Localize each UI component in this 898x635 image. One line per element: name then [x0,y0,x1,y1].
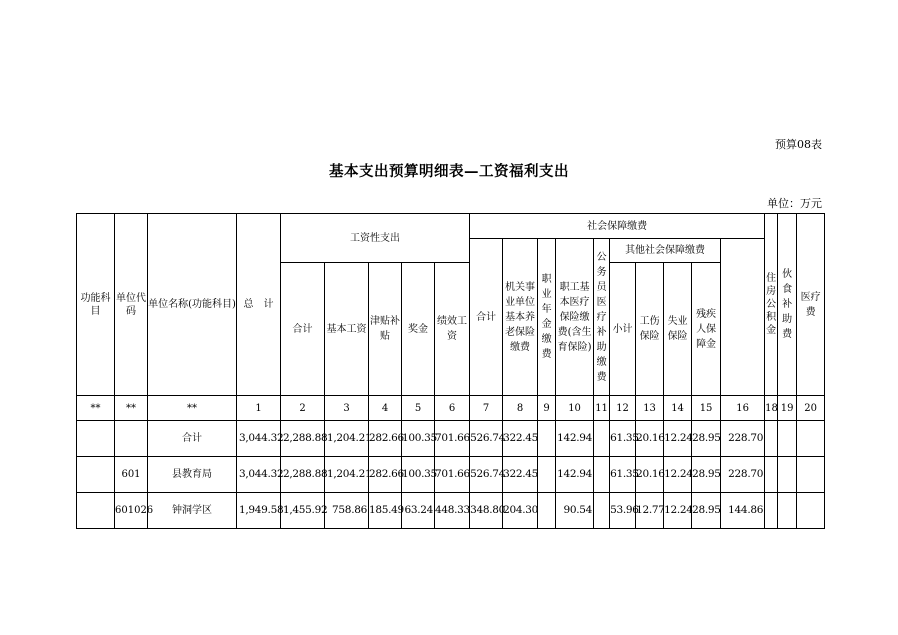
cell-func [77,457,115,493]
cell-injury: 20.16 [636,457,664,493]
cell-unemployment: 12.24 [664,457,692,493]
index-cell: 20 [797,396,825,421]
cell-name: 县教育局 [148,457,237,493]
cell-performance: 701.66 [435,457,470,493]
index-row [77,396,825,421]
cell-social-total: 348.80 [470,493,503,529]
cell-func [77,493,115,529]
col-header-bonus: 奖金 [402,263,435,396]
cell-medical: 142.94 [556,421,594,457]
col-header-annuity: 职业年金缴费 [538,239,556,396]
index-cell: 9 [538,396,556,421]
cell-performance: 448.33 [435,493,470,529]
index-cell: 8 [503,396,538,421]
col-header-injury: 工伤保险 [636,263,664,396]
col-header-unemployment: 失业保险 [664,263,692,396]
cell-pension: 204.30 [503,493,538,529]
cell-allowance: 282.66 [369,457,402,493]
cell-wage-total: 2,288.88 [281,421,325,457]
form-number: 预算08表 [775,138,822,151]
cell-total: 3,044.32 [237,421,281,457]
cell-allowance: 282.66 [369,421,402,457]
col-header-func-subject: 功能科目 [77,214,115,396]
cell-basic-wage: 758.86 [325,493,369,529]
cell-other-welfare [797,457,825,493]
index-cell: 12 [610,396,636,421]
cell-pension: 322.45 [503,421,538,457]
cell-medical: 90.54 [556,493,594,529]
index-cell: 6 [435,396,470,421]
cell-medical-fee [778,493,797,529]
cell-injury: 12.77 [636,493,664,529]
cell-social-total: 526.74 [470,421,503,457]
cell-social-total: 526.74 [470,457,503,493]
cell-civil-medical [594,421,610,457]
cell-other-subtotal: 61.35 [610,421,636,457]
table-row [77,421,825,457]
col-header-unit-name: 单位名称(功能科目) [148,214,237,396]
col-header-wage-total: 合计 [281,263,325,396]
cell-performance: 701.66 [435,421,470,457]
index-cell: 11 [594,396,610,421]
cell-medical: 142.94 [556,457,594,493]
cell-other-welfare [797,493,825,529]
page-title: 基本支出预算明细表—工资福利支出 [329,163,569,180]
cell-annuity [538,457,556,493]
cell-func [77,421,115,457]
index-cell: 1 [237,396,281,421]
col-header-performance: 绩效工资 [435,263,470,396]
cell-civil-medical [594,457,610,493]
table-row [77,457,825,493]
cell-wage-total: 2,288.88 [281,457,325,493]
cell-unemployment: 12.24 [664,421,692,457]
cell-bonus: 100.35 [402,421,435,457]
index-cell: 7 [470,396,503,421]
cell-annuity [538,421,556,457]
cell-other-subtotal: 53.96 [610,493,636,529]
index-cell: ** [148,396,237,421]
index-cell: 18 [765,396,778,421]
index-cell: 4 [369,396,402,421]
col-header-allowance: 津贴补贴 [369,263,402,396]
col-header-pension: 机关事业单位基本养老保险缴费 [503,239,538,396]
cell-code: 601 [115,457,148,493]
col-header-medical: 职工基本医疗保险缴费(含生育保险) [556,239,594,396]
index-cell: 15 [692,396,721,421]
col-header-total: 总 计 [237,214,281,396]
cell-injury: 20.16 [636,421,664,457]
cell-pension: 322.45 [503,457,538,493]
cell-unemployment: 12.24 [664,493,692,529]
index-cell: 3 [325,396,369,421]
cell-allowance: 185.49 [369,493,402,529]
col-header-other-subtotal: 小计 [610,263,636,396]
cell-disability: 28.95 [692,493,721,529]
cell-housing-fund: 144.86 [721,493,765,529]
cell-code [115,421,148,457]
col-header-disability: 残疾人保障金 [692,263,721,396]
index-cell: 13 [636,396,664,421]
cell-medical-fee [778,457,797,493]
cell-other-welfare [797,421,825,457]
cell-disability: 28.95 [692,421,721,457]
cell-name: 钟洞学区 [148,493,237,529]
cell-meal-subsidy [765,493,778,529]
cell-meal-subsidy [765,421,778,457]
cell-housing-fund: 228.70 [721,421,765,457]
cell-housing-fund: 228.70 [721,457,765,493]
col-header-medical-fee: 医疗费 [797,214,825,396]
cell-bonus: 63.24 [402,493,435,529]
cell-other-subtotal: 61.35 [610,457,636,493]
index-cell: 16 [721,396,765,421]
cell-code: 601026 [115,493,148,529]
cell-bonus: 100.35 [402,457,435,493]
col-header-meal-subsidy: 伙食补助费 [778,214,797,396]
index-cell: 19 [778,396,797,421]
col-header-basic-wage: 基本工资 [325,263,369,396]
cell-total: 1,949.58 [237,493,281,529]
index-cell: 2 [281,396,325,421]
col-header-civil-medical: 公务员医疗补助缴费 [594,239,610,396]
index-cell: ** [115,396,148,421]
col-header-social-total: 合计 [470,239,503,396]
cell-name: 合计 [148,421,237,457]
cell-basic-wage: 1,204.21 [325,457,369,493]
cell-basic-wage: 1,204.21 [325,421,369,457]
unit-label: 单位：万元 [767,197,822,210]
col-header-housing-fund: 住房公积金 [765,214,778,396]
cell-annuity [538,493,556,529]
budget-table [76,213,825,529]
col-group-social: 社会保障缴费 [470,214,765,239]
index-cell: 10 [556,396,594,421]
cell-total: 3,044.32 [237,457,281,493]
cell-wage-total: 1,455.92 [281,493,325,529]
index-cell: 5 [402,396,435,421]
table-row [77,493,825,529]
index-cell: 14 [664,396,692,421]
col-group-wage: 工资性支出 [281,214,470,263]
index-cell: ** [77,396,115,421]
col-group-other-social: 其他社会保障缴费 [610,239,721,263]
cell-civil-medical [594,493,610,529]
cell-meal-subsidy [765,457,778,493]
col-header-unit-code: 单位代码 [115,214,148,396]
cell-medical-fee [778,421,797,457]
cell-disability: 28.95 [692,457,721,493]
